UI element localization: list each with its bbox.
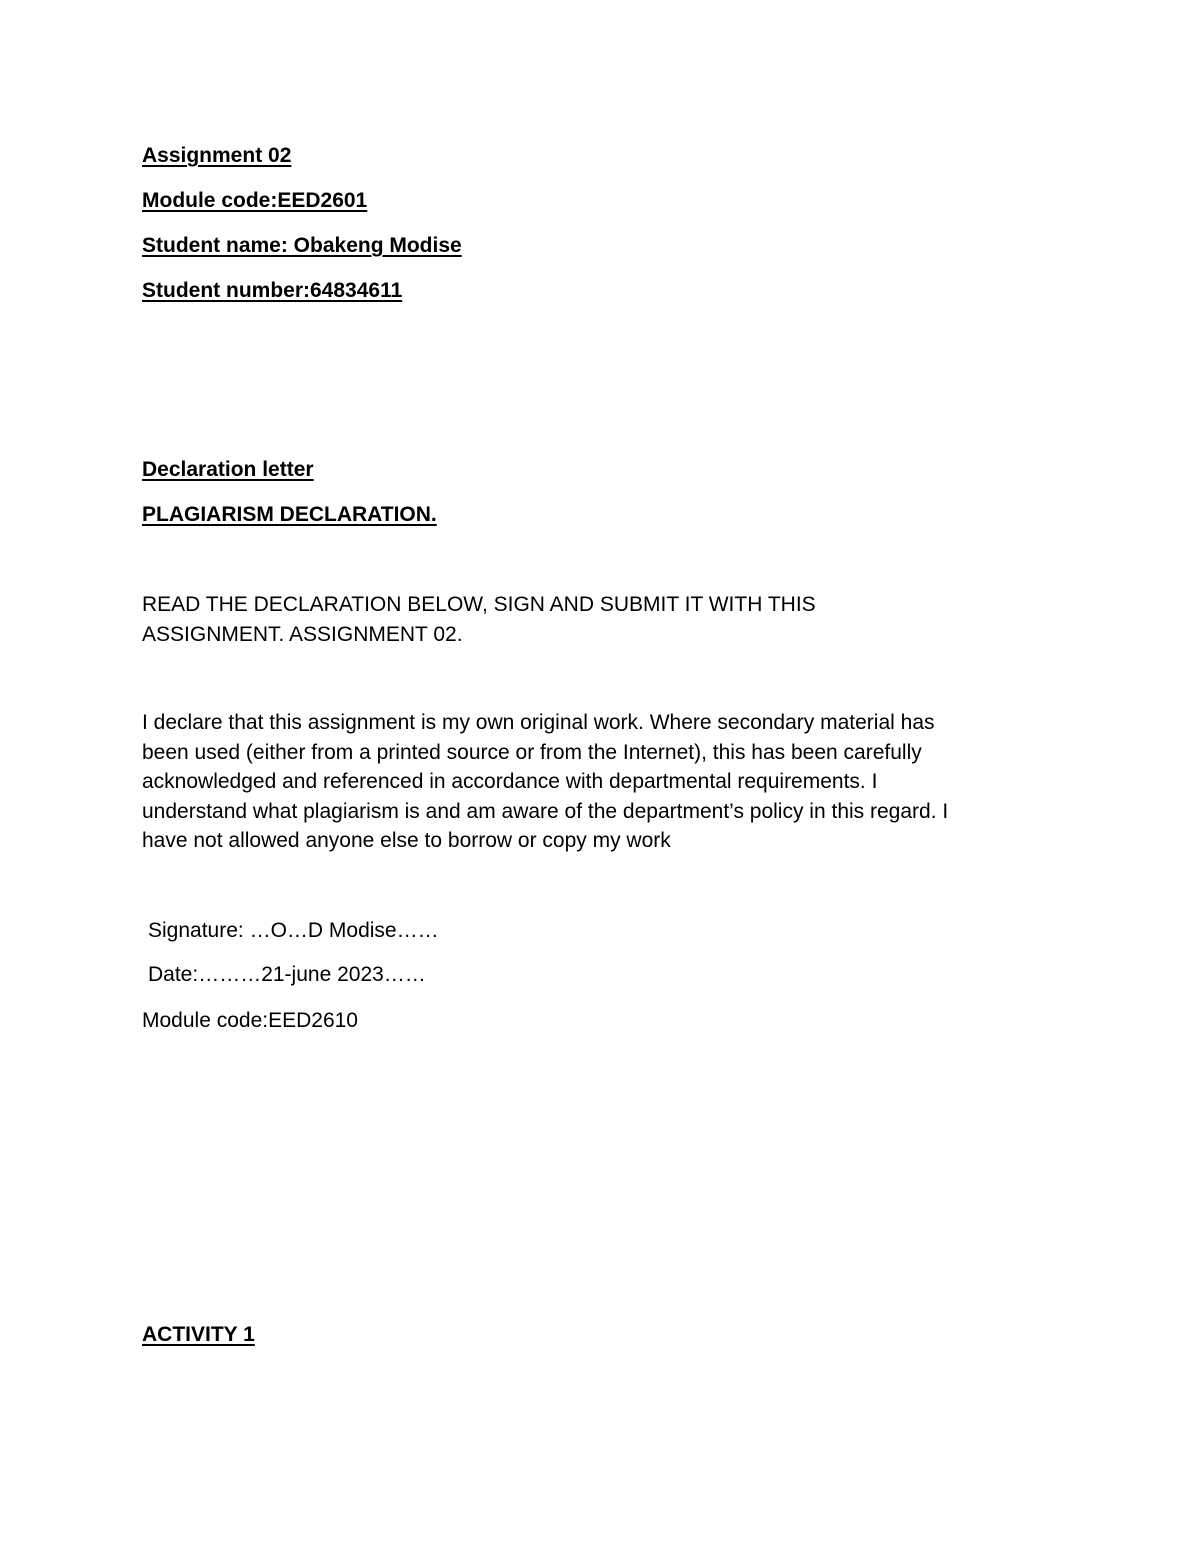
declaration-heading: Declaration letter (142, 458, 314, 481)
activity-heading: ACTIVITY 1 (142, 1323, 255, 1346)
module-code-footer: Module code:EED2610 (142, 1009, 358, 1032)
instruction-line: READ THE DECLARATION BELOW, SIGN AND SUBMIT IT WITH THIS (142, 593, 816, 616)
assignment-title: Assignment 02 (142, 144, 292, 167)
declaration-body (142, 708, 1072, 856)
student-name: Student name: Obakeng Modise (142, 234, 462, 257)
plagiarism-title: PLAGIARISM DECLARATION. (142, 503, 437, 526)
instruction-line: ASSIGNMENT. ASSIGNMENT 02. (142, 622, 463, 646)
date-line: Date:………21-june 2023…… (148, 963, 426, 986)
student-number: Student number:64834611 (142, 279, 403, 302)
body-line: acknowledged and referenced in accordance with departmental requirements. I (142, 770, 878, 793)
body-line: understand what plagiarism is and am aware of the department’s policy in this regard. I (142, 799, 949, 823)
instruction-paragraph (142, 590, 1072, 649)
body-line: I declare that this assignment is my own original work. Where secondary material has (142, 711, 935, 734)
body-line: have not allowed anyone else to borrow or copy my work (142, 829, 671, 852)
signature-line: Signature: …O…D Modise…… (148, 919, 439, 942)
body-line: been used (either from a printed source or from the Internet), this has been carefully (142, 740, 922, 764)
module-code-heading: Module code:EED2601 (142, 189, 368, 212)
